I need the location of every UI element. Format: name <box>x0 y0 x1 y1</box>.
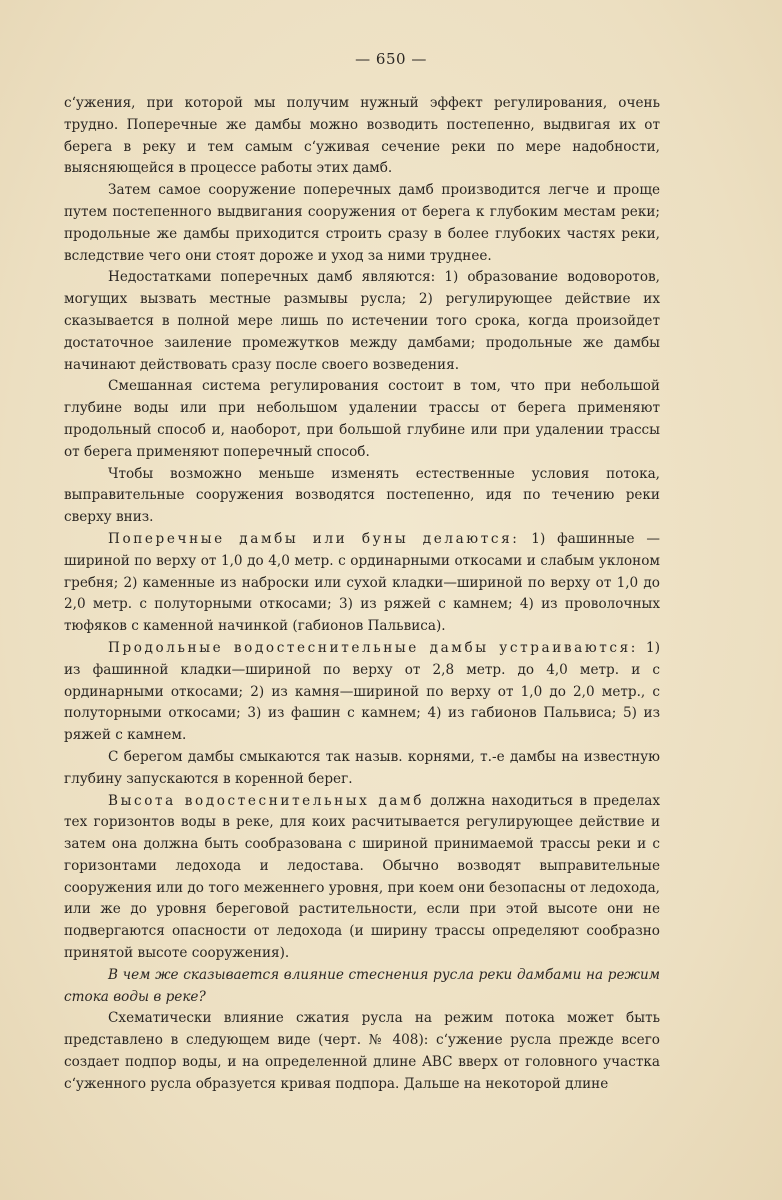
page-number: — 650 — <box>355 50 427 68</box>
spaced-lead: Продольные водостеснительные дамбы устраиваются: <box>108 639 638 656</box>
spaced-lead: Поперечные дамбы или буны делаются: <box>108 530 520 547</box>
paragraph-2: Затем самое сооружение поперечных дамб производится легче и проще путем постепенного выдвигания сооружения от берега к глубоким местам реки; продольные же дамбы приходится строить сразу в более глубоких частях реки, вследствие чего они стоят дороже и уход за ними труднее. <box>64 182 660 264</box>
paragraph-4: Смешанная система регулирования состоит в том, что при небольшой глубине воды или при небольшом удалении трассы от берега применяют продольный способ и, наоборот, при большой глубине или при удалении трассы от берега применяют поперечный способ. <box>64 378 660 460</box>
paragraph-1: с‘ужения, при которой мы получим нужный эффект регулирования, очень трудно. Поперечные же дамбы можно возводить постепенно, выдвигая их от берега в реку и тем самым с‘уживая сечение реки по мере надобности, выясняющейся в процессе работы этих дамб. <box>64 95 660 177</box>
paragraph-8: С берегом дамбы смыкаются так назыв. корнями, т.-е дамбы на известную глубину запускаются в коренной берег. <box>64 748 660 787</box>
paragraph-11: Схематически влияние сжатия русла на режим потока может быть представлено в следующем виде (черт. № 408): с‘ужение русла прежде всего создает подпор воды, и на определенной длине ABC вверх от головного участка с‘уженного русла образуется кривая подпора. Дальше на некоторой длине <box>64 1010 660 1092</box>
paragraph-5: Чтобы возможно меньше изменять естественные условия потока, выправительные сооружения возводятся постепенно, идя по течению реки сверху вниз. <box>64 465 660 526</box>
paragraph-3: Недостатками поперечных дамб являются: 1) образование водоворотов, могущих вызвать местные размывы русла; 2) регулирующее действие их сказывается в полной мере лишь по истечении того срока, когда произойдет достаточное заиление промежутков между дамбами; продольные же дамбы начинают действовать сразу после своего возведения. <box>64 269 660 373</box>
paragraph-9 <box>64 791 660 965</box>
paragraph-text: 1) фашинные — шириной по верху от 1,0 до 4,0 метр. с ординарными откосами и слабым уклоном гребня; 2) каменные из наброски или сухой кладки—шириной по верху от 1,0 до 2,0 метр. с полуторными откосами; 3) из ряжей с камнем; 4) из проволочных тюфяков с каменной начинкой (габионов Пальвиса). <box>64 530 660 635</box>
page-body <box>64 93 660 1096</box>
italic-question: В чем же сказывается влияние стеснения русла реки дамбами на режим стока воды в реке? <box>64 966 660 1005</box>
paragraph-6 <box>64 529 660 638</box>
spaced-lead: Высота водостеснительных дамб <box>108 792 424 809</box>
paragraph-text: должна находиться в пределах тех горизонтов воды в реке, для коих расчитывается регулирующее действие и затем она должна быть сообразована с шириной принимаемой трассы реки и с горизонтами ледохода и ледостава. Обычно возводят выправительные сооружения или до того меженнего уровня, при коем они безопасны от ледохода, или же до уровня береговой растительности, если при этой высоте они не подвергаются опасности от ледохода (и ширину трассы определяют сообразно принятой высоте сооружения). <box>64 792 660 962</box>
paragraph-text: 1) из фашинной кладки—шириной по верху от 2,8 метр. до 4,0 метр. и с ординарными откосами; 2) из камня—шириной по верху от 1,0 до 2,0 метр., с полуторными откосами; 3) из фашин с камнем; 4) из габионов Пальвиса; 5) из ряжей с камнем. <box>64 639 660 744</box>
paragraph-7 <box>64 638 660 747</box>
